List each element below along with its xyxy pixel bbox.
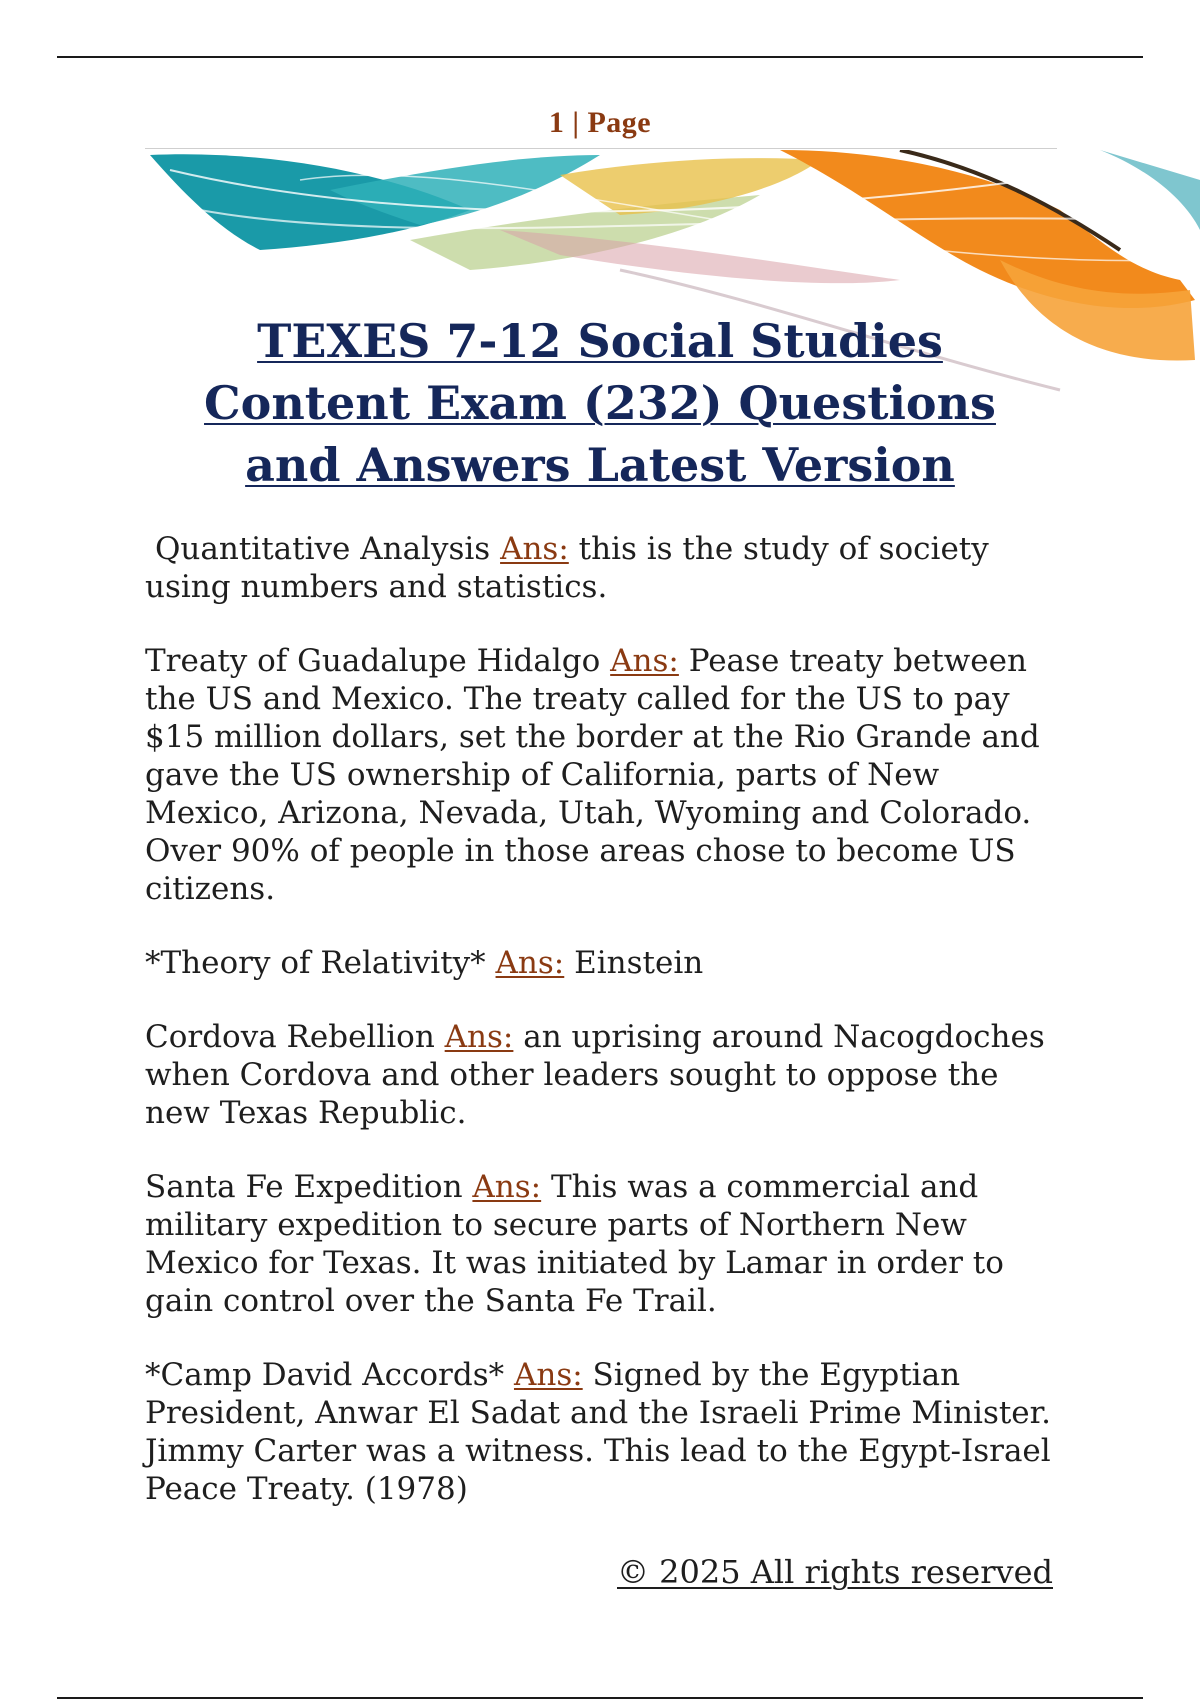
- qa-term: Santa Fe Expedition: [145, 1169, 463, 1205]
- ans-label: Ans:: [500, 531, 569, 567]
- page-title: TEXES 7-12 Social Studies Content Exam (232) Questions and Answers Latest Version: [204, 314, 996, 492]
- copyright-notice: © 2025 All rights reserved: [617, 1553, 1053, 1591]
- ans-label: Ans:: [472, 1169, 542, 1205]
- ans-label: Ans:: [513, 1357, 583, 1393]
- qa-item: [145, 944, 1065, 982]
- header-underline: [145, 148, 1057, 149]
- qa-item: [145, 1168, 1065, 1320]
- page-separator: |: [572, 106, 580, 139]
- page-label: Page: [587, 106, 652, 139]
- qa-answer: This was a commercial and military expedition to secure parts of Northern New Mexico for Texas. It was initiated by Lamar in order to gain control over the Santa Fe Trail.: [145, 1169, 1004, 1319]
- top-rule: [57, 56, 1143, 58]
- qa-term: *Theory of Relativity*: [145, 945, 486, 981]
- banner-orange-swoosh: [780, 150, 1195, 308]
- qa-answer: Signed by the Egyptian President, Anwar El Sadat and the Israeli Prime Minister. Jimmy Carter was a witness. This lead to the Egypt-Israel Peace Treaty. (1978): [145, 1357, 1051, 1507]
- page-header: [0, 106, 1200, 140]
- ans-label: Ans:: [495, 945, 565, 981]
- ans-label: Ans:: [610, 643, 679, 679]
- qa-term: Cordova Rebellion: [145, 1019, 435, 1055]
- bottom-rule: [57, 1697, 1143, 1699]
- ans-label: Ans:: [444, 1019, 514, 1055]
- qa-term: Treaty of Guadalupe Hidalgo: [145, 643, 601, 679]
- qa-item: [145, 1356, 1065, 1508]
- qa-answer: an uprising around Nacogdoches when Cordova and other leaders sought to oppose the new Texas Republic.: [145, 1019, 1045, 1131]
- banner-yellow-swoosh: [560, 158, 820, 215]
- banner-cyan-edge: [1100, 150, 1200, 230]
- qa-term: *Camp David Accords*: [145, 1357, 505, 1393]
- qa-list: [145, 530, 1065, 1544]
- qa-term: Quantitative Analysis: [155, 531, 491, 567]
- qa-item: [145, 1018, 1065, 1132]
- qa-answer: Pease treaty between the US and Mexico. The treaty called for the US to pay $15 million dollars, set the border at the Rio Grande and gave the US ownership of California, parts of New Mexico, Arizona, Nevada, Utah, Wyoming and Colorado. Over 90% of people in those areas chose to become US citizens.: [145, 643, 1040, 907]
- qa-answer: Einstein: [574, 945, 704, 981]
- qa-item: [145, 530, 1065, 606]
- page-number: 1: [548, 106, 565, 139]
- qa-answer: this is the study of society using numbers and statistics.: [145, 531, 989, 605]
- qa-item: [145, 642, 1065, 908]
